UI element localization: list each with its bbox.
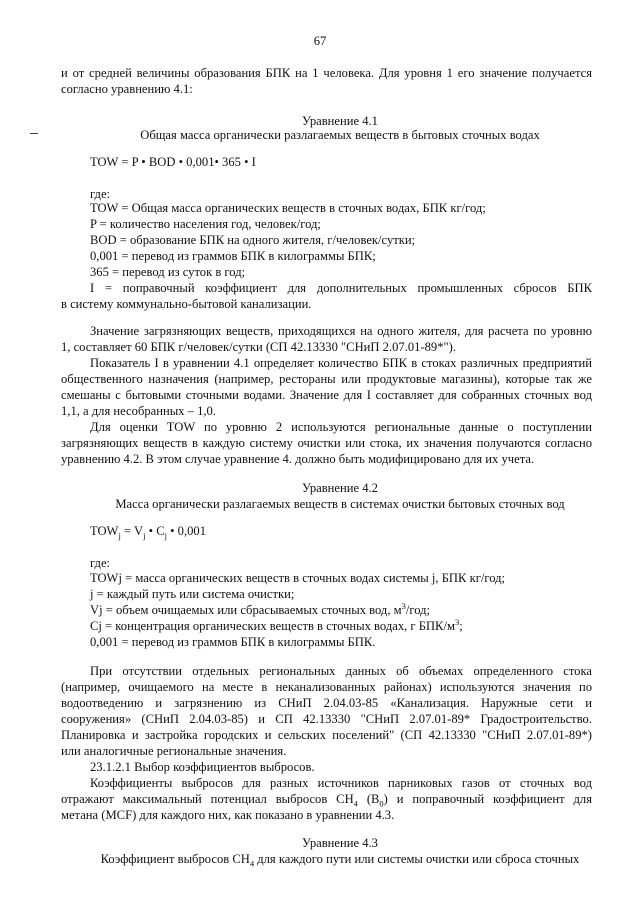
- paragraph-line: (например, очищаемого на месте в неканализованных районах) используются значения по: [61, 680, 592, 694]
- margin-mark: [30, 133, 38, 134]
- equation-4-1-def: TOW = Общая масса органических веществ в сточных водах, БПК кг/год;: [90, 201, 486, 215]
- equation-4-1-label: Уравнение 4.1: [302, 114, 378, 128]
- paragraph-line: водоотведению и загрязнению из СНиП 2.04.03-85 «Канализация. Наружные сети и: [61, 696, 592, 710]
- paragraph-line: 1,1, а для несобранных – 1,0.: [61, 404, 216, 418]
- equation-4-1-def: P = количество населения год, человек/год;: [90, 217, 321, 231]
- equation-4-2-def: TOWj = масса органических веществ в сточных водах системы j, БПК кг/год;: [90, 571, 506, 585]
- equation-4-2-title: Масса органически разлагаемых веществ в системах очистки бытовых сточных вод: [115, 497, 565, 511]
- equation-4-3-label: Уравнение 4.3: [302, 836, 378, 850]
- paragraph-line: отражают максимальный потенциал выбросов $CH_4$ $(B_0)$ и поправочный коэффициент для: [61, 792, 592, 809]
- equation-4-2-def: j = каждый путь или система очистки;: [90, 587, 295, 601]
- paragraph-line: или аналогичные региональные значения.: [61, 744, 287, 758]
- equation-4-2-def: Vj = объем очищаемых или сбрасываемых сточных вод, $м^3$/год;: [90, 600, 431, 617]
- equation-4-1-def: I = поправочный коэффициент для дополнительных промышленных сбросов БПК: [90, 281, 592, 295]
- equation-4-1-def: BOD = образование БПК на одного жителя, г/человек/сутки;: [90, 233, 416, 247]
- paragraph-line: сооружения» (СНиП 2.04.03-85) и СП 42.13330 "СНиП 2.07.01-89* Градостроительство.: [61, 712, 592, 726]
- paragraph-line: метана (MCF) для каждого них, как показано в уравнении 4.3.: [61, 808, 395, 822]
- paragraph-line: Значение загрязняющих веществ, приходящихся на одного жителя, для расчета по уровню: [90, 324, 592, 338]
- paragraph-line: Планировка и застройка городских и сельских поселений" (СП 42.13330 "СНиП 2.07.01-89*): [61, 728, 592, 742]
- equation-4-2-def: Cj = концентрация органических веществ в сточных водах, г БПК/$м^3$;: [90, 616, 463, 633]
- equation-4-2-formula: $TOW_j = V_j$ • $C_j$ • 0,001: [90, 524, 207, 541]
- equation-4-2-def: 0,001 = перевод из граммов БПК в килограммы БПК.: [90, 635, 376, 649]
- equation-4-1-formula: TOW = P • BOD • 0,001• 365 • I: [90, 155, 256, 169]
- paragraph-line: загрязняющих веществ в каждую систему очистки или стока, их значения получаются согласно: [61, 436, 592, 450]
- paragraph-line: уравнению 4.2. В этом случае уравнение 4. должно быть модифицировано для их учета.: [61, 452, 535, 466]
- equation-4-1-where: где:: [90, 187, 111, 201]
- intro-line-1: и от средней величины образования БПК на 1 человека. Для уровня 1 его значение получается: [61, 66, 592, 80]
- equation-4-1-def: 0,001 = перевод из граммов БПК в килограммы БПК;: [90, 249, 376, 263]
- equation-4-1-title: Общая масса органически разлагаемых веществ в бытовых сточных водах: [140, 128, 540, 142]
- paragraph-line: Показатель I в уравнении 4.1 определяет количество БПК в стоках различных предприятий: [90, 356, 592, 370]
- equation-4-3-title: Коэффициент выбросов $CH_4$ для каждого пути или системы очистки или сброса сточных: [100, 852, 580, 869]
- paragraph-line: Коэффициенты выбросов для разных источников парниковых газов от сточных вод: [90, 776, 592, 790]
- intro-line-2: согласно уравнению 4.1:: [61, 82, 193, 96]
- page-number: 67: [313, 34, 327, 48]
- paragraph-line: смешаны с бытовыми сточными водами. Значение для I составляет для собранных сточных вод: [61, 388, 592, 402]
- section-heading: 23.1.2.1 Выбор коэффициентов выбросов.: [90, 760, 315, 774]
- equation-4-1-def: 365 = перевод из суток в год;: [90, 265, 246, 279]
- equation-4-2-label: Уравнение 4.2: [302, 481, 378, 495]
- paragraph-line: Для оценки TOW по уровню 2 используются региональные данные о поступлении: [90, 420, 592, 434]
- paragraph-line: При отсутствии отдельных региональных данных об объемах определенного стока: [90, 664, 592, 678]
- equation-4-1-def: в систему коммунально-бытовой канализации.: [61, 297, 312, 311]
- paragraph-line: 1, составляет 60 БПК г/человек/сутки (СП 42.13330 "СНиП 2.07.01-89*").: [61, 340, 457, 354]
- paragraph-line: общественного назначения (например, рестораны или продуктовые магазины), которые так же: [61, 372, 592, 386]
- equation-4-2-where: где:: [90, 556, 111, 570]
